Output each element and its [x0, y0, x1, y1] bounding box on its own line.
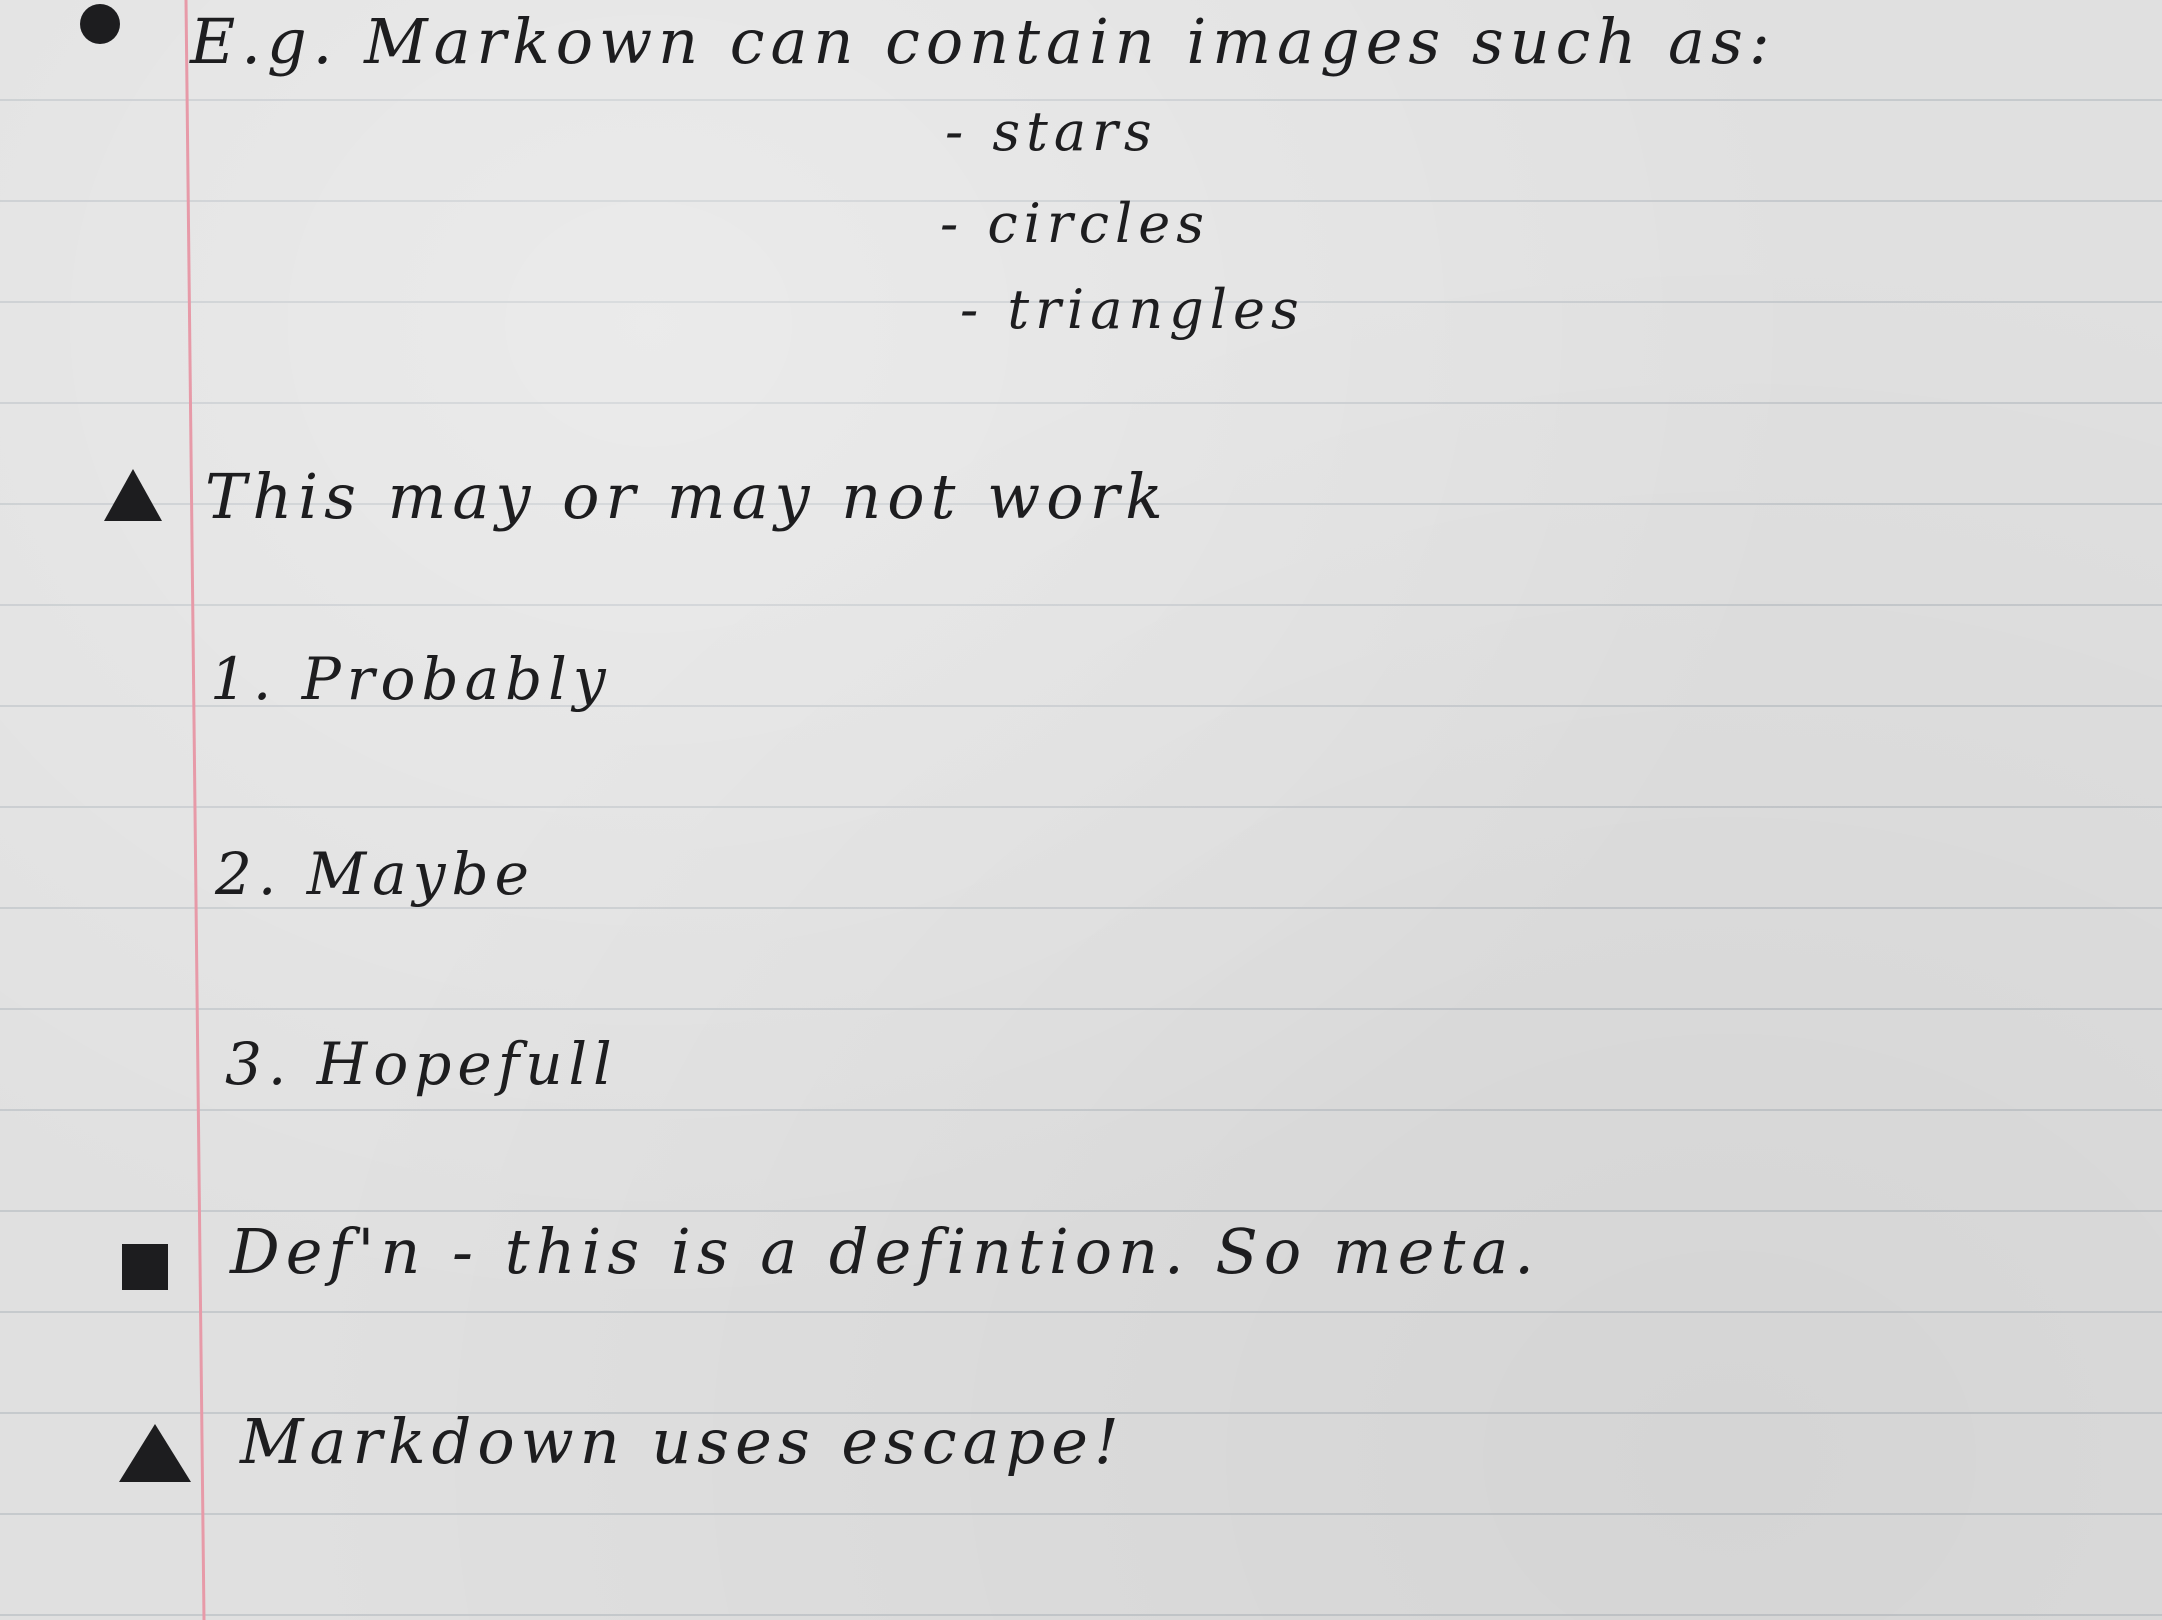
triangle-item-text: This may or may not work	[205, 460, 1169, 533]
intro-prefix: E.g.	[190, 5, 339, 78]
intro-item-triangles: - triangles	[960, 278, 1305, 341]
intro-item-stars: - stars	[945, 100, 1158, 163]
dot-bullet-icon	[75, 2, 125, 52]
escape-text: Markdown uses escape!	[240, 1405, 1125, 1478]
margin-line	[180, 0, 210, 1620]
intro-text	[190, 5, 1776, 78]
list-item-1: 1. Probably	[210, 645, 612, 713]
intro-line: Markown can contain images such as:	[364, 5, 1776, 78]
triangle-bullet-icon-2	[115, 1420, 195, 1486]
definition-text: Def'n - this is a defintion. So meta.	[230, 1215, 1540, 1288]
list-item-2: 2. Maybe	[215, 840, 535, 908]
intro-item-circles: - circles	[940, 192, 1210, 255]
triangle-bullet-icon	[100, 465, 166, 525]
square-bullet-icon	[118, 1240, 174, 1296]
list-item-3: 3. Hopefull	[225, 1030, 618, 1098]
